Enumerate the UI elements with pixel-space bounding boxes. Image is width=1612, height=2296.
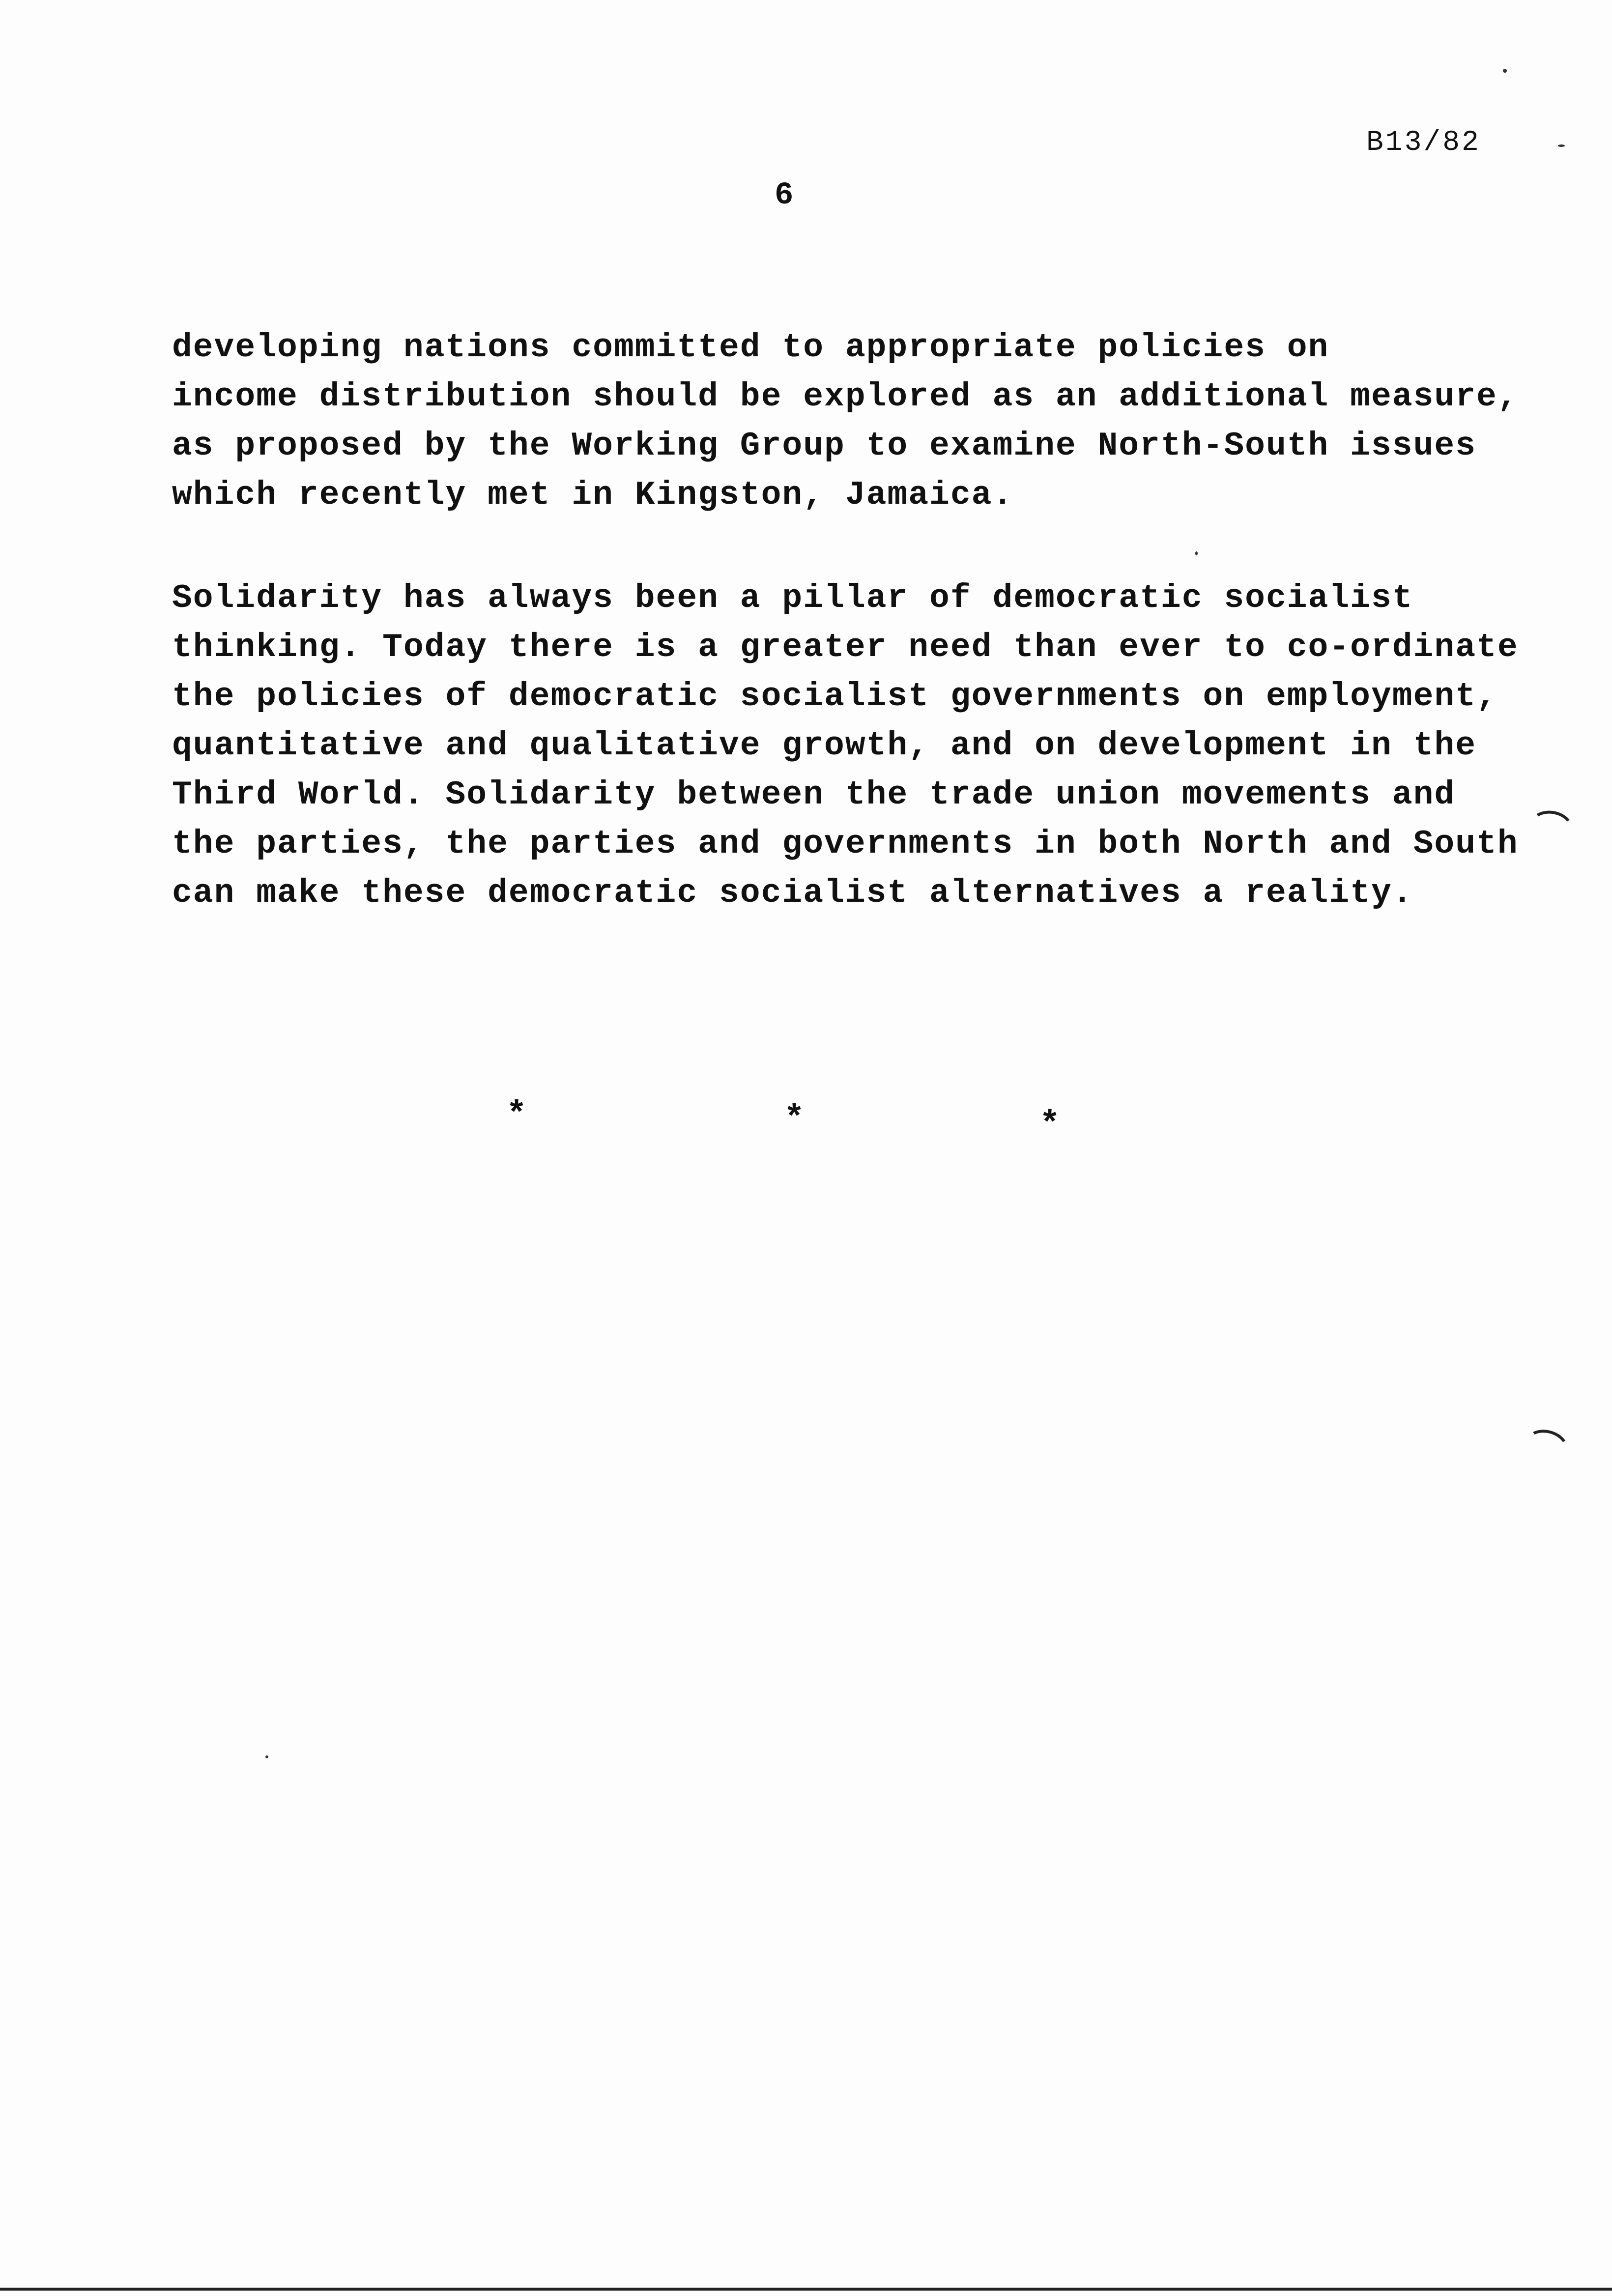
paragraph-line: income distribution should be explored as an additional measure, xyxy=(172,378,1519,416)
paragraph-line: thinking. Today there is a greater need than ever to co-ordinate xyxy=(172,629,1519,666)
scan-speck xyxy=(1503,69,1507,73)
paragraph-line: Solidarity has always been a pillar of democratic socialist xyxy=(172,579,1413,617)
paragraph-1 xyxy=(172,323,1519,520)
punch-hole-mark xyxy=(1520,1425,1573,1470)
paragraph-line: as proposed by the Working Group to examine North-South issues xyxy=(172,427,1477,465)
paragraph-line: which recently met in Kingston, Jamaica. xyxy=(172,476,1014,514)
scan-speck xyxy=(1195,551,1198,555)
separator-asterisk: * xyxy=(1039,1106,1061,1145)
paragraph-line: the policies of democratic socialist governments on employment, xyxy=(172,678,1497,716)
paragraph-line: the parties, the parties and governments in both North and South xyxy=(172,825,1519,863)
paragraph-line: developing nations committed to appropriate policies on xyxy=(172,329,1329,367)
punch-hole-mark xyxy=(1526,807,1576,850)
document-reference: B13/82 xyxy=(1366,127,1481,159)
paragraph-line: quantitative and qualitative growth, and on development in the xyxy=(172,727,1477,765)
paragraph-2 xyxy=(172,574,1519,918)
paragraph-line: can make these democratic socialist alternatives a reality. xyxy=(172,874,1413,912)
separator-asterisk: * xyxy=(506,1096,527,1135)
scan-speck xyxy=(1558,144,1565,147)
scan-speck xyxy=(265,1755,268,1758)
page-number: 6 xyxy=(775,178,794,213)
paragraph-line: Third World. Solidarity between the trade union movements and xyxy=(172,776,1456,814)
bottom-edge-line xyxy=(0,2288,1612,2291)
separator-asterisk: * xyxy=(784,1100,805,1139)
